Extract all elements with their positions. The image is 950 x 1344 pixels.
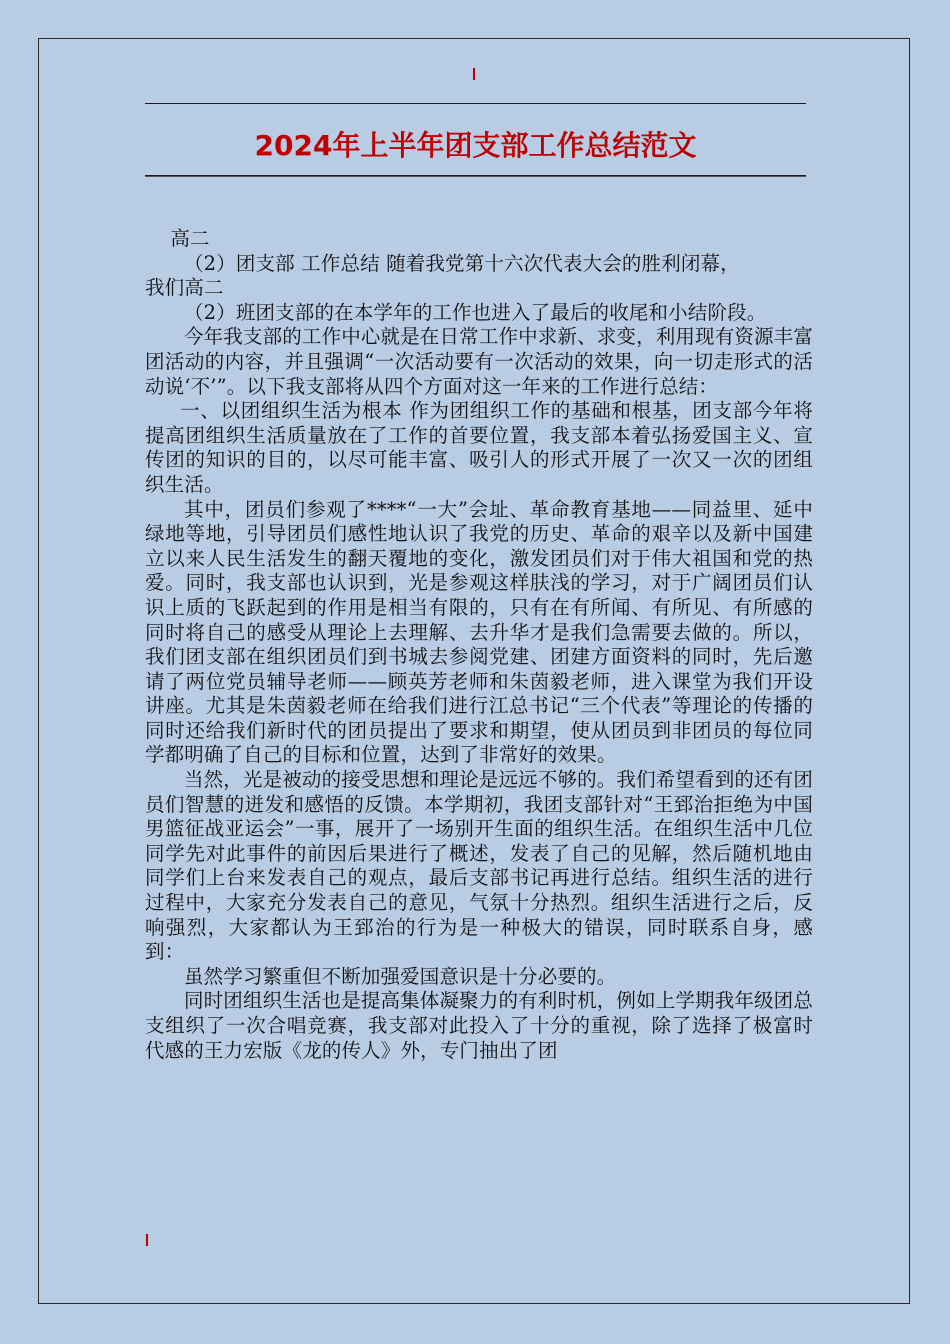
paragraph: 其中，团员们参观了****“一大”会址、革命教育基地——同益里、延中绿地等地，引导团员们感性地认识了我党的历史、革命的艰辛以及新中国建立以来人民生活发生的翻天覆地的变化，激发团员们对于伟大祖国和党的热爱。同时，我支部也认识到，光是参观这样肤浅的学习，对于广阔团员们认识上质的飞跃起到的作用是相当有限的，只有在有所闻、有所见、有所感的同时将自己的感受从理论上去理解、去升华才是我们急需要去做的。所以，我们团支部在组织团员们到书城去参阅党建、团建方面资料的同时，先后邀请了两位党员辅导老师——顾英芳老师和朱茵毅老师，进入课堂为我们开设讲座。尤其是朱茵毅老师在给我们进行江总书记“三个代表”等理论的传播的同时还给我们新时代的团员提出了要求和期望，使从团员到非团员的每位同学都明确了自己的目标和位置，达到了非常好的效果。	[145, 497, 813, 767]
document-title: 2024年上半年团支部工作总结范文	[254, 129, 697, 162]
paragraph: （2）团支部 工作总结 随着我党第十六次代表大会的胜利闭幕，	[184, 251, 740, 275]
paragraph: （2）班团支部的在本学年的工作也进入了最后的收尾和小结阶段。	[184, 300, 767, 324]
header-marker	[473, 68, 475, 80]
paragraph: 当然，光是被动的接受思想和理论是远远不够的。我们希望看到的还有团员们智慧的迸发和感悟的反馈。本学期初，我团支部针对“王郅治拒绝为中国男篮征战亚运会”一事，展开了一场别开生面的组织生活。在组织生活中几位同学先对此事件的前因后果进行了概述，发表了自己的见解，然后随机地由同学们上台来发表自己的观点，最后支部书记再进行总结。组织生活的进行过程中，大家充分发表自己的意见，气氛十分热烈。组织生活进行之后，反响强烈，大家都认为王郅治的行为是一种极大的错误，同时联系自身，感到：	[145, 768, 813, 964]
paragraph: 高二	[170, 227, 210, 250]
document-body	[145, 227, 813, 1063]
paragraph: 今年我支部的工作中心就是在日常工作中求新、求变，利用现有资源丰富团活动的内容，并且强调“一次活动要有一次活动的效果，向一切走形式的活动说‘不’”。以下我支部将从四个方面对这一年来的工作进行总结：	[145, 325, 813, 398]
title-top-rule	[145, 103, 806, 104]
footer-marker	[146, 1234, 148, 1246]
paragraph: 虽然学习繁重但不断加强爱国意识是十分必要的。	[184, 964, 617, 988]
paragraph: 一、以团组织生活为根本 作为团组织工作的基础和根基，团支部今年将提高团组织生活质量放在了工作的首要位置，我支部本着弘扬爱国主义、宣传团的知识的目的，以尽可能丰富、吸引人的形式开展了一次又一次的团组织生活。	[145, 399, 813, 496]
title-bottom-rule	[145, 175, 806, 176]
paragraph: 同时团组织生活也是提高集体凝聚力的有利时机，例如上学期我年级团总支组织了一次合唱竞赛，我支部对此投入了十分的重视，除了选择了极富时代感的王力宏版《龙的传人》外，专门抽出了团	[145, 989, 813, 1062]
paragraph: 我们高二	[145, 276, 224, 300]
